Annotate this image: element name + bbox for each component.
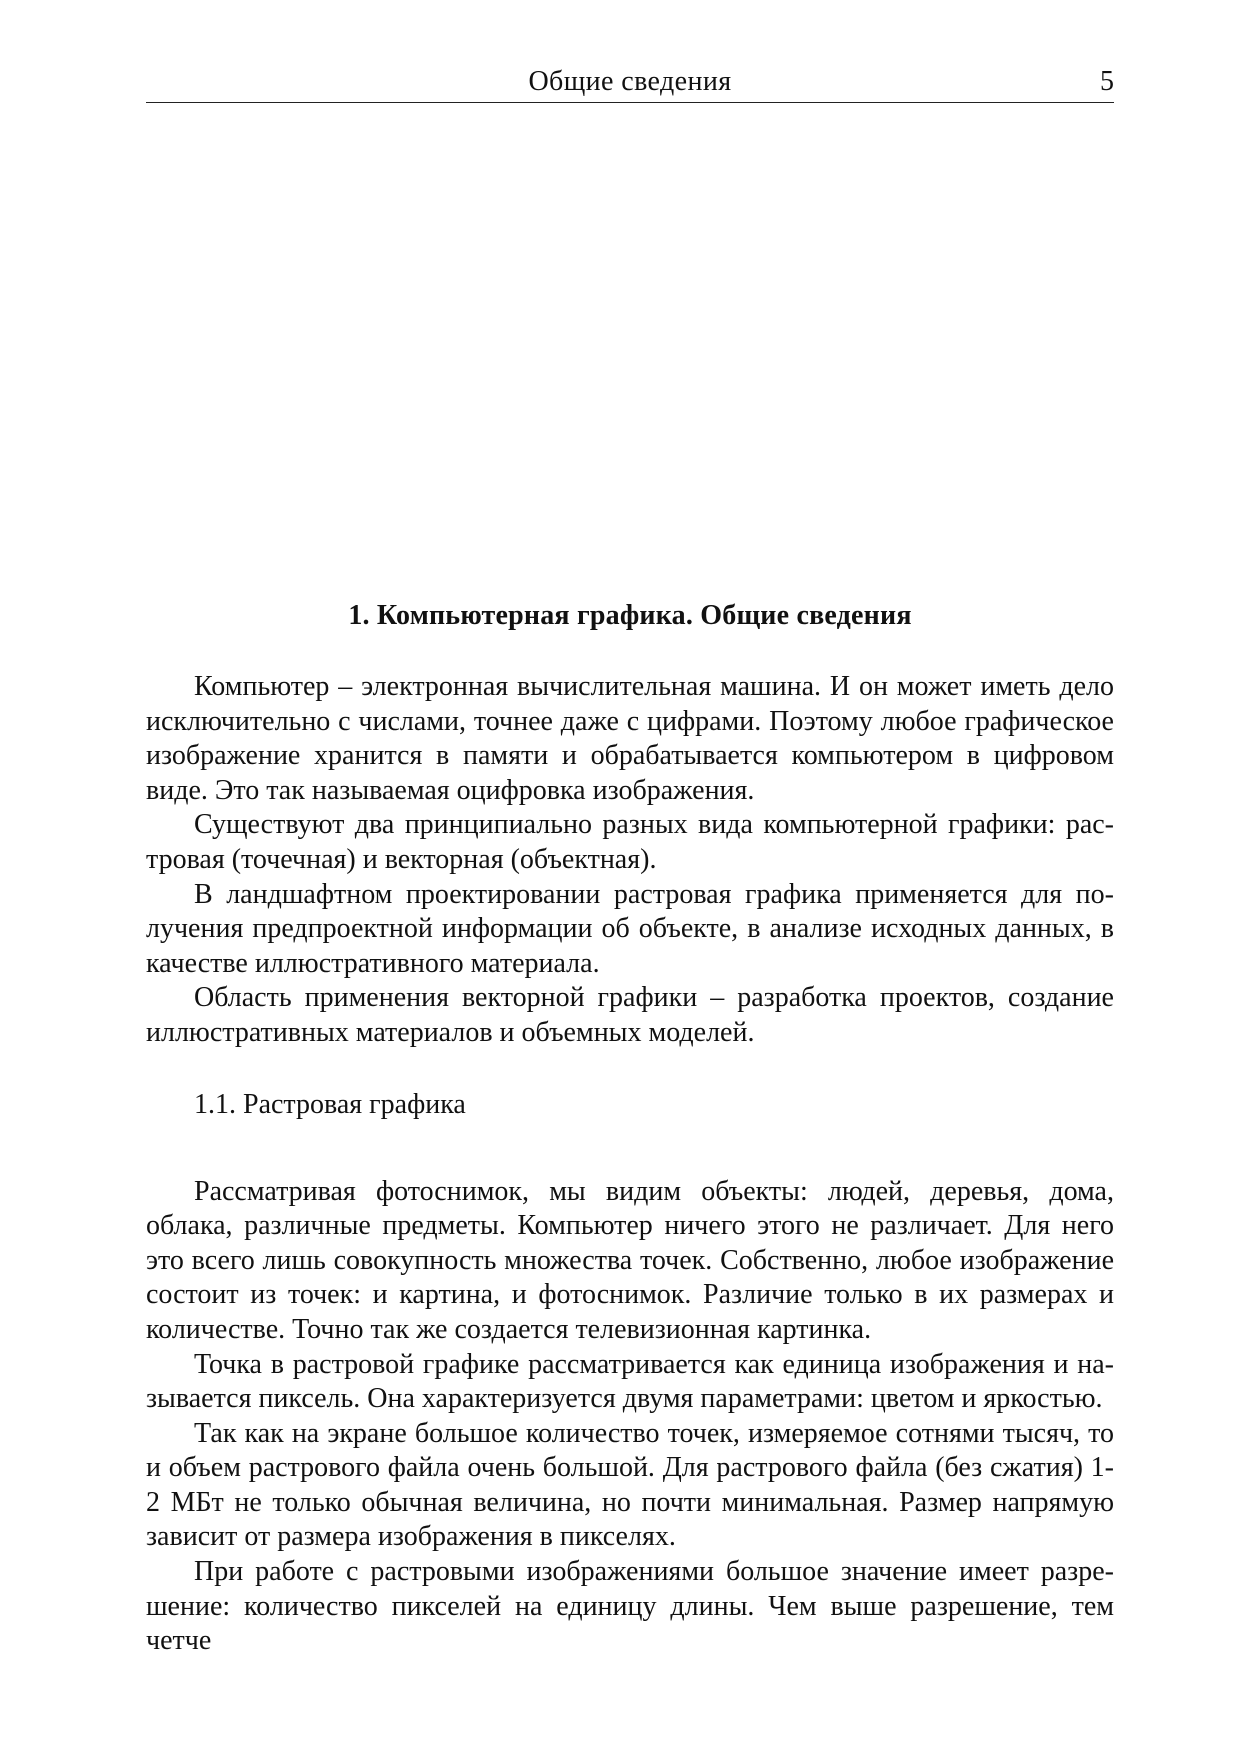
chapter-body — [146, 670, 1114, 1051]
section-body — [146, 1175, 1114, 1659]
running-header — [146, 62, 1114, 103]
paragraph: Рассматривая фотоснимок, мы видим объекты: людей, деревья, дома, облака, различные предметы. Компьютер ничего этого не различает. Для него это всего лишь совокупность множества точек. Собственно, любое изображение состоит из точек: и картина, и фотоснимок. Различие только в их размерах и количестве. Точно так же создается телевизионная картинка. — [146, 1175, 1114, 1345]
page-content — [146, 598, 1114, 1659]
section-title: 1.1. Растровая графика — [194, 1088, 466, 1120]
chapter-title: 1. Компьютерная графика. Общие сведения — [348, 600, 912, 631]
paragraph: Область применения векторной графики – разработка проектов, создание иллюстративных материалов и объемных моделей. — [146, 982, 1114, 1048]
running-title: Общие сведения — [528, 66, 732, 97]
paragraph: Так как на экране большое количество точек, измеряемое сотнями тысяч, то и объем растрового файла очень большой. Для растрового файла (без сжатия) 1-2 МБт не только обычная величина, но почти минимальная. Размер напрямую зависит от размера изображения в пикселях. — [146, 1417, 1114, 1553]
paragraph: Точка в растровой графике рассматривается как единица изображения и называется пиксель. Она характеризуется двумя параметрами: цветом и яркостью. — [146, 1348, 1114, 1415]
paragraph: В ландшафтном проектировании растровая графика применяется для получения предпроектной информации об объекте, в анализе исходных данных, в качестве иллюстративного материала. — [146, 878, 1114, 979]
page-number: 5 — [1100, 66, 1114, 97]
paragraph: Компьютер – электронная вычислительная машина. И он может иметь дело исключительно с числами, точнее даже с цифрами. Поэтому любое графическое изображение хранится в памяти и обрабатывается компьютером в цифровом виде. Это так называемая оцифровка изображения. — [146, 671, 1114, 806]
paragraph: Существуют два принципиально разных вида компьютерной графики: растровая (точечная) и векторная (объектная). — [146, 809, 1114, 875]
paragraph: При работе с растровыми изображениями большое значение имеет разрешение: количество пикселей на единицу длины. Чем выше разрешение, тем четче — [146, 1556, 1114, 1657]
